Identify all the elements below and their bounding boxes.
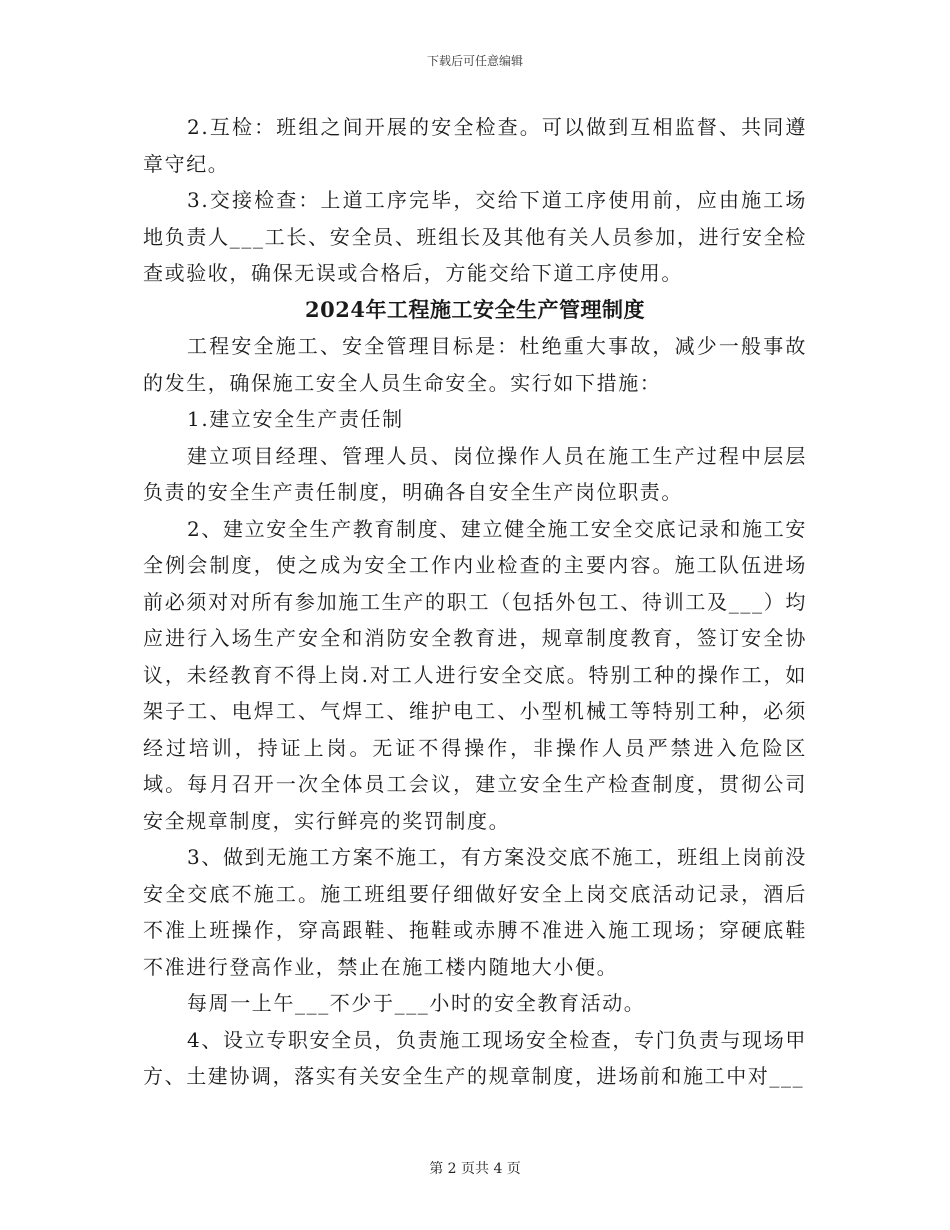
document-title: 2024年工程施工安全生产管理制度 bbox=[305, 296, 645, 322]
paragraph-section-1-body: 建立项目经理、管理人员、岗位操作人员在施工生产过程中层层负责的安全生产责任制度，明确各自安全生产岗位职责。 bbox=[143, 443, 807, 504]
paragraph-mutual-check: 2.互检：班组之间开展的安全检查。可以做到互相监督、共同遵章守纪。 bbox=[143, 115, 807, 176]
document-body bbox=[143, 109, 807, 1095]
paragraph-weekly-education: 每周一上午___不少于___小时的安全教育活动。 bbox=[187, 991, 646, 1015]
page-header: 下载后可任意编辑 bbox=[426, 54, 523, 68]
paragraph-section-3: 3、做到无施工方案不施工，有方案没交底不施工，班组上岗前没安全交底不施工。施工班组要仔细做好安全上岗交底活动记录，酒后不准上班操作，穿高跟鞋、拖鞋或赤膊不准进入施工现场；穿硬底鞋不准进行登高作业，禁止在施工楼内随地大小便。 bbox=[143, 845, 807, 979]
paragraph-section-2: 2、建立安全生产教育制度、建立健全施工安全交底记录和施工安全例会制度，使之成为安全工作内业检查的主要内容。施工队伍进场前必须对对所有参加施工生产的职工（包括外包工、待训工及___）均应进行入场生产安全和消防安全教育进，规章制度教育，签订安全协议，未经教育不得上岗.对工人进行安全交底。特别工种的操作工，如架子工、电焊工、气焊工、维护电工、小型机械工等特别工种，必须经过培训，持证上岗。无证不得操作，非操作人员严禁进入危险区域。每月召开一次全体员工会议，建立安全生产检查制度，贯彻公司安全规章制度，实行鲜亮的奖罚制度。 bbox=[143, 516, 807, 833]
paragraph-section-1-heading: 1.建立安全生产责任制 bbox=[187, 407, 404, 431]
paragraph-handover-check: 3.交接检查：上道工序完毕，交给下道工序使用前，应由施工场地负责人___工长、安全员、班组长及其他有关人员参加，进行安全检查或验收，确保无误或合格后，方能交给下道工序使用。 bbox=[143, 188, 807, 285]
paragraph-section-4: 4、设立专职安全员，负责施工现场安全检查，专门负责与现场甲方、土建协调，落实有关安全生产的规章制度，进场前和施工中对___ bbox=[143, 1027, 807, 1088]
page-footer: 第 2 页共 4 页 bbox=[429, 1161, 521, 1177]
paragraph-intro: 工程安全施工、安全管理目标是：杜绝重大事故，减少一般事故的发生，确保施工安全人员生命安全。实行如下措施： bbox=[143, 334, 807, 395]
